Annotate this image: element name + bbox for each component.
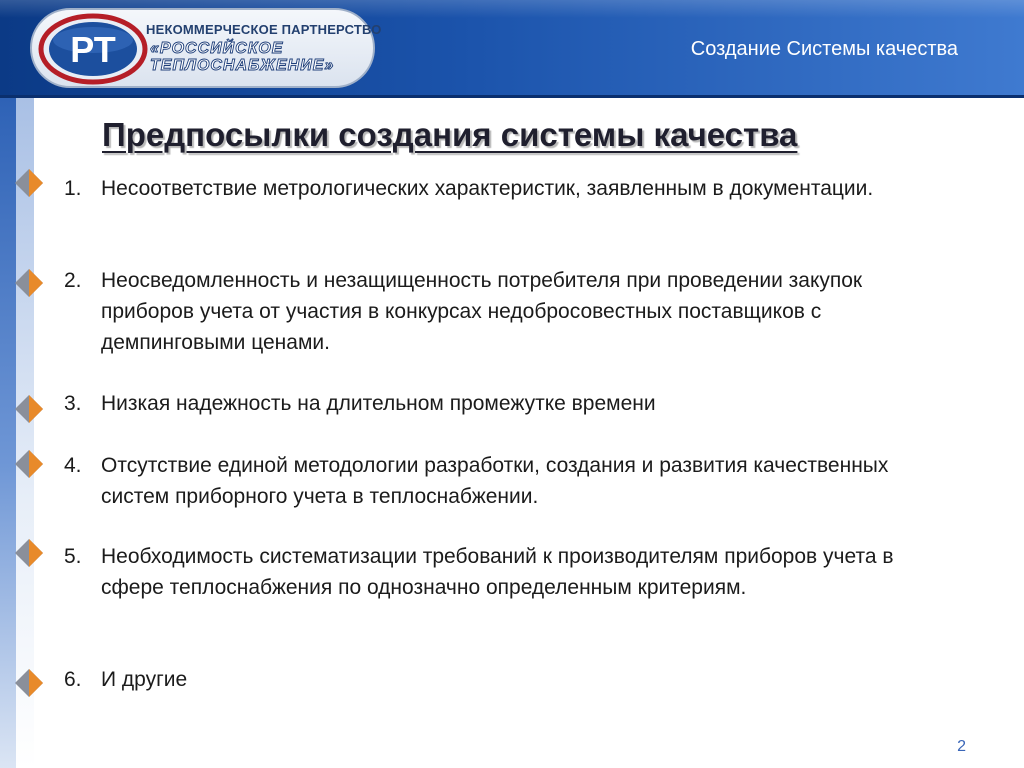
diamond-bullet-icon (14, 449, 44, 479)
item-number: 6. (64, 668, 82, 691)
item-number: 3. (64, 392, 82, 415)
section-title: Создание Системы качества (690, 38, 958, 60)
logo (30, 8, 382, 88)
item-text: Неосведомленность и незащищенность потребителя при проведении закупок приборов учета от участия в конкурсах недобросовестных поставщиков с демпинговыми ценами. (101, 269, 863, 354)
diamond-bullet-icon (14, 538, 44, 568)
item-number: 5. (64, 545, 82, 568)
org-name-line2: ТЕПЛОСНАБЖЕНИЕ» (150, 57, 335, 74)
diamond-bullet-icon (14, 268, 44, 298)
item-text: Низкая надежность на длительном промежутке времени (101, 392, 656, 415)
org-name-line1: «РОССИЙСКОЕ (150, 40, 284, 57)
header-bar (0, 0, 1024, 98)
org-line: НЕКОММЕРЧЕСКОЕ ПАРТНЕРСТВО (146, 22, 382, 37)
item-text: Необходимость систематизации требований к производителям приборов учета в сфере теплоснабжения по однозначно определенным критериям. (101, 545, 894, 599)
page-number: 2 (957, 738, 966, 755)
slide-title: Предпосылки создания системы качества (102, 116, 798, 153)
item-number: 1. (64, 177, 82, 200)
diamond-bullet-icon (14, 668, 44, 698)
logo-mark-icon (38, 12, 148, 86)
item-text: Несоответствие метрологических характеристик, заявленным в документации. (101, 177, 874, 200)
item-number: 4. (64, 454, 82, 477)
item-number: 2. (64, 269, 82, 292)
item-text: Отсутствие единой методологии разработки, создания и развития качественных систем приборного учета в теплоснабжении. (101, 454, 889, 508)
diamond-bullet-icon (14, 168, 44, 198)
org-name (150, 40, 368, 74)
diamond-bullet-icon (14, 394, 44, 424)
svg-text:РТ: РТ (70, 29, 116, 70)
item-text: И другие (101, 668, 188, 691)
